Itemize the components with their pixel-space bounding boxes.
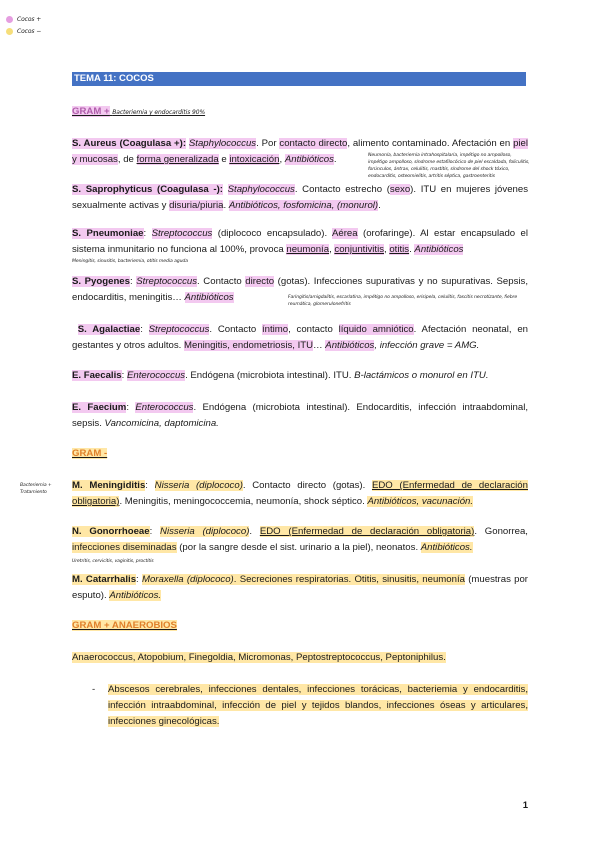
- yellow-dot-icon: [6, 28, 13, 35]
- entry-s-pneumoniae: S. Pneumoniae: Streptococcus (diplococo encapsulado). Aérea (orofaringe). Al estar encapsulado el sistema inmunitario no funciona al 100%, provoca neumonía, conjuntivitis, otitis. Antibióticos: [72, 228, 528, 255]
- entry-m-catarrhalis: M. Catarrhalis: Moraxella (diplococo). Secreciones respiratorias. Otitis, sinusitis, neumonía (muestras por esputo). Antibióticos.: [72, 574, 528, 601]
- entry-s-agalactiae: S. Agalactiae: Streptococcus. Contacto íntimo, contacto líquido amniótico. Afectación neonatal, en gestantes y otros adultos. Meningitis, endometriosis, ITU… Antibióticos, infección grave = AMG.: [72, 324, 528, 351]
- list-item: - Abscesos cerebrales, infecciones dentales, infecciones torácicas, bacteriemia y endocarditis, infección intraabdominal, infección de piel y tejidos blandos, infecciones óseas y articulares, infecciones ginecológicas.: [92, 682, 528, 730]
- handwritten-note-s-pneumoniae: Meningitis, sinusitis, bacteriemia, otitis media aguda: [72, 259, 188, 264]
- handwritten-note-n-gonorrhoeae: Uretritis, cervicitis, vaginitis, proctitis: [72, 559, 154, 564]
- legend-item: Cocos +: [6, 14, 41, 26]
- page-title: TEMA 11: COCOS: [72, 72, 526, 86]
- pink-dot-icon: [6, 16, 13, 23]
- entry-n-gonorrhoeae: N. Gonorrhoeae: Nisseria (diplococo). EDO (Enfermedad de declaración obligatoria). Gonorrea, infecciones diseminadas (por la sangre desde el sist. urinario a la piel), neonatos. Antibióticos.: [72, 526, 528, 553]
- anaerobes-list: Anaerococcus, Atopobium, Finegoldia, Micromonas, Peptostreptococcus, Peptoniphilus.: [72, 652, 446, 663]
- color-legend: [6, 14, 41, 38]
- entry-e-faecalis: E. Faecalis: Enterococcus. Endógena (microbiota intestinal). ITU. B-lactámicos o monurol en ITU.: [72, 370, 489, 381]
- entry-e-faecium: E. Faecium: Enterococcus. Endógena (microbiota intestinal). Endocarditis, infección intraabdominal, sepsis. Vancomicina, daptomicina.: [72, 402, 528, 429]
- section-gram-negative: GRAM -: [72, 448, 108, 459]
- entry-m-meningitidis: M. Meningiditis: Nisseria (diplococo). Contacto directo (gotas). EDO (Enfermedad de declaración obligatoria). Meningitis, meningococcemia, neumonía, shock séptico. Antibióticos, vacunación.: [72, 480, 528, 507]
- page-number: 1: [522, 800, 528, 811]
- section-gram-positive: GRAM + Bacteriemia y endocarditis 90%: [72, 106, 206, 117]
- section-gram-positive-anaerobes: GRAM + ANAEROBIOS: [72, 620, 177, 631]
- handwritten-note-s-pyogenes: Faringitis/amigdalitis, escarlatina, impétigo no ampolloso, erisipela, celulitis, fascitis necrotizante, fiebre reumática, glomerulonefritis: [288, 295, 518, 307]
- anaerobes-infections-list: [92, 682, 528, 730]
- legend-item: Cocos −: [6, 26, 41, 38]
- handwritten-note-s-aureus: Neumonía, bacteriemia intrahospitalaria, impétigo no ampolloso, impétigo ampolloso, síndrome estafilocócico de piel escaldada, foliculitis, forúnculos, ántrax, celulitis, mastitis, síndrome del shock tóxico, endocarditis, osteomielitis, artritis séptica, gastroenteritis: [368, 153, 530, 179]
- entry-s-pyogenes: S. Pyogenes: Streptococcus. Contacto directo (gotas). Infecciones supurativas y no supurativas. Sepsis, endocarditis, meningitis… Antibióticos: [72, 276, 528, 303]
- margin-note: Bacteriemia + Tratamiento: [20, 483, 52, 495]
- entry-s-aureus: S. Aureus (Coagulasa +): Staphylococcus. Por contacto directo, alimento contaminado. Afectación en piel y mucosas, de forma generalizada e intoxicación, Antibióticos.: [72, 138, 528, 165]
- entry-s-saprophyticus: S. Saprophyticus (Coagulasa -): Staphylococcus. Contacto estrecho (sexo). ITU en mujeres jóvenes sexualmente activas y disuria/piuria. Antibióticos, fosfomicina, (monurol).: [72, 184, 528, 211]
